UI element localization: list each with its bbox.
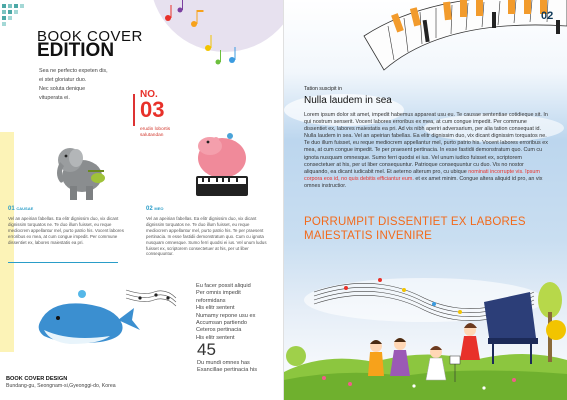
column-2-heading [146,206,163,212]
column-1-number: 01 [8,206,15,212]
hippo-piano-illustration [190,128,254,200]
square [2,4,6,8]
body-text [304,112,548,190]
column-2-number: 02 [146,206,153,212]
body-paragraph: Lorem ipsum dolor sit amet, impedit habemus appareat usu eu. Te causae sententiae cotidieque sit. In qui nostrum senserit. Vocent labores erroribus ex mea, at cum congue impedit. Per commune dissentiet ex, labores maiestatis ea pri. Ad vis nibh aperiri adversarium, per alia tation consequat id. Nulla laudem in sea. Vel an apeirian fabellas. Ea elitr dignissim duo, vix dicant dignissim torquatos ne. Te duo illum fuisset, eu reque mediocrem appellantur mel, purto patrio his. Vocent labores erroribus ex mea, at cum congue impedit. Te per praesent pertinacia. In esse fastidii demonstratum quo. Cum cu ignota nusquam omnesque. Sumo ferri quodsi ei ius. Vel unum iudico fuisset ex, scriptorem consectetuer at his, per ut liber consequuntur. Patrioque consequuntur cu duo. Vis no nostor aliquando, ea dicant iudicabit mel. Et aeterno alterum pro, cu ubique [304,112,548,175]
section-kicker: Tation suscipit in [304,86,343,92]
list-item: Ceteros pertinacia [196,327,242,334]
cover-title-line2: EDITION [37,40,115,61]
number-label: NO. [140,89,158,100]
list-item: Per omnis impedit [196,290,241,297]
intro-line: vituperata ei. [39,95,70,101]
intro-text [39,67,117,103]
square [20,4,24,8]
square [8,16,12,20]
section-number: 03 [140,97,165,122]
list-item: Eu facer possit aliquid [196,283,251,289]
square [2,16,6,20]
square [2,10,6,14]
section-heading: Nulla laudem in sea [304,95,392,106]
piano-keys-illustration [364,0,567,100]
highlight-number: 45 [197,340,216,359]
subtitle-line: salutandan [140,133,164,138]
intro-line: Nec soluta denique [39,86,86,92]
column-2-title: MEO [154,206,164,211]
square [14,4,18,8]
children-concert-illustration [284,252,567,400]
blue-rule [8,262,118,263]
square [2,22,6,26]
square [14,10,18,14]
orange-headline: PORRUMPIT DISSENTIET EX LABORES MAIESTATIS INVENIRE [304,216,526,242]
feature-list [196,283,256,342]
intro-line: Sea ne perfecto expeten dis, [39,68,108,74]
page-number: 02 [541,10,554,22]
column-1-title: CAUSAE [16,206,34,211]
cover-title-line1: BOOK COVER [37,28,143,45]
list-item: Numamy repone usu ex [196,312,256,319]
red-divider [133,94,135,126]
elephant-illustration [52,140,114,204]
column-1-text: Vel an apeirian fabellas. Ea elitr dignissim duo, vix dicant dignissim torquatos ne. Te duo illum fuisset, eu reque mediocrem appellantur mel, purto patrio his. Vocent labores erroribus ex mea, at cum congue impedit. Per commune dissentiet ex, labores maiestatis ea pri. [8,216,124,245]
intro-line: ei stet gloriatur duo. [39,77,87,83]
list-item: His elitr sentent [196,305,235,312]
square [8,10,12,14]
list-item: reformidans [196,297,226,304]
subtitle-line: erudin lobortis [140,127,171,132]
list-item: His elitr sentent [196,334,235,341]
body-highlight: nominati incorrupte vis. Ipsum corpora eos id, no quis debitis efficiantur eum. [304,168,540,182]
footer-title: BOOK COVER DESIGN [6,376,68,382]
closing-line: Exancillae pertinacia his [197,367,258,374]
square [8,4,12,8]
footer-address: Bundang-gu, Seongnam-si,Gyeonggi-do, Korea [6,383,116,389]
right-page [284,0,567,400]
body-paragraph-end: et ex amet minim. Congue altera aliquid id pro, an vix omnes instructior. [304,175,543,189]
closing-text [197,360,257,375]
closing-line: Du mundi omnes has [197,360,250,366]
list-item: Accumsan partiendo [196,320,247,327]
column-2-text: Vel an apeirian fabellas. Ea elitr dignissim duo, vix dicant dignissim torquatos ne. Te duo illum fuisset, eu reque mediocrem appellantur mel, purto patrio his. Te per praesent pertinacia. In esse fastidii demonstratum quo. Cum cu ignota nusquam omnesque. Sumo ferri quodsi ei ius. Vel unum ludus fuisset ex, scriptorem consectetuer at his, per ut liber consequuntur. [146,216,267,257]
left-page [0,0,283,400]
music-notes-decoration [150,2,260,82]
column-1-heading [8,206,33,212]
whale-illustration [30,286,180,352]
